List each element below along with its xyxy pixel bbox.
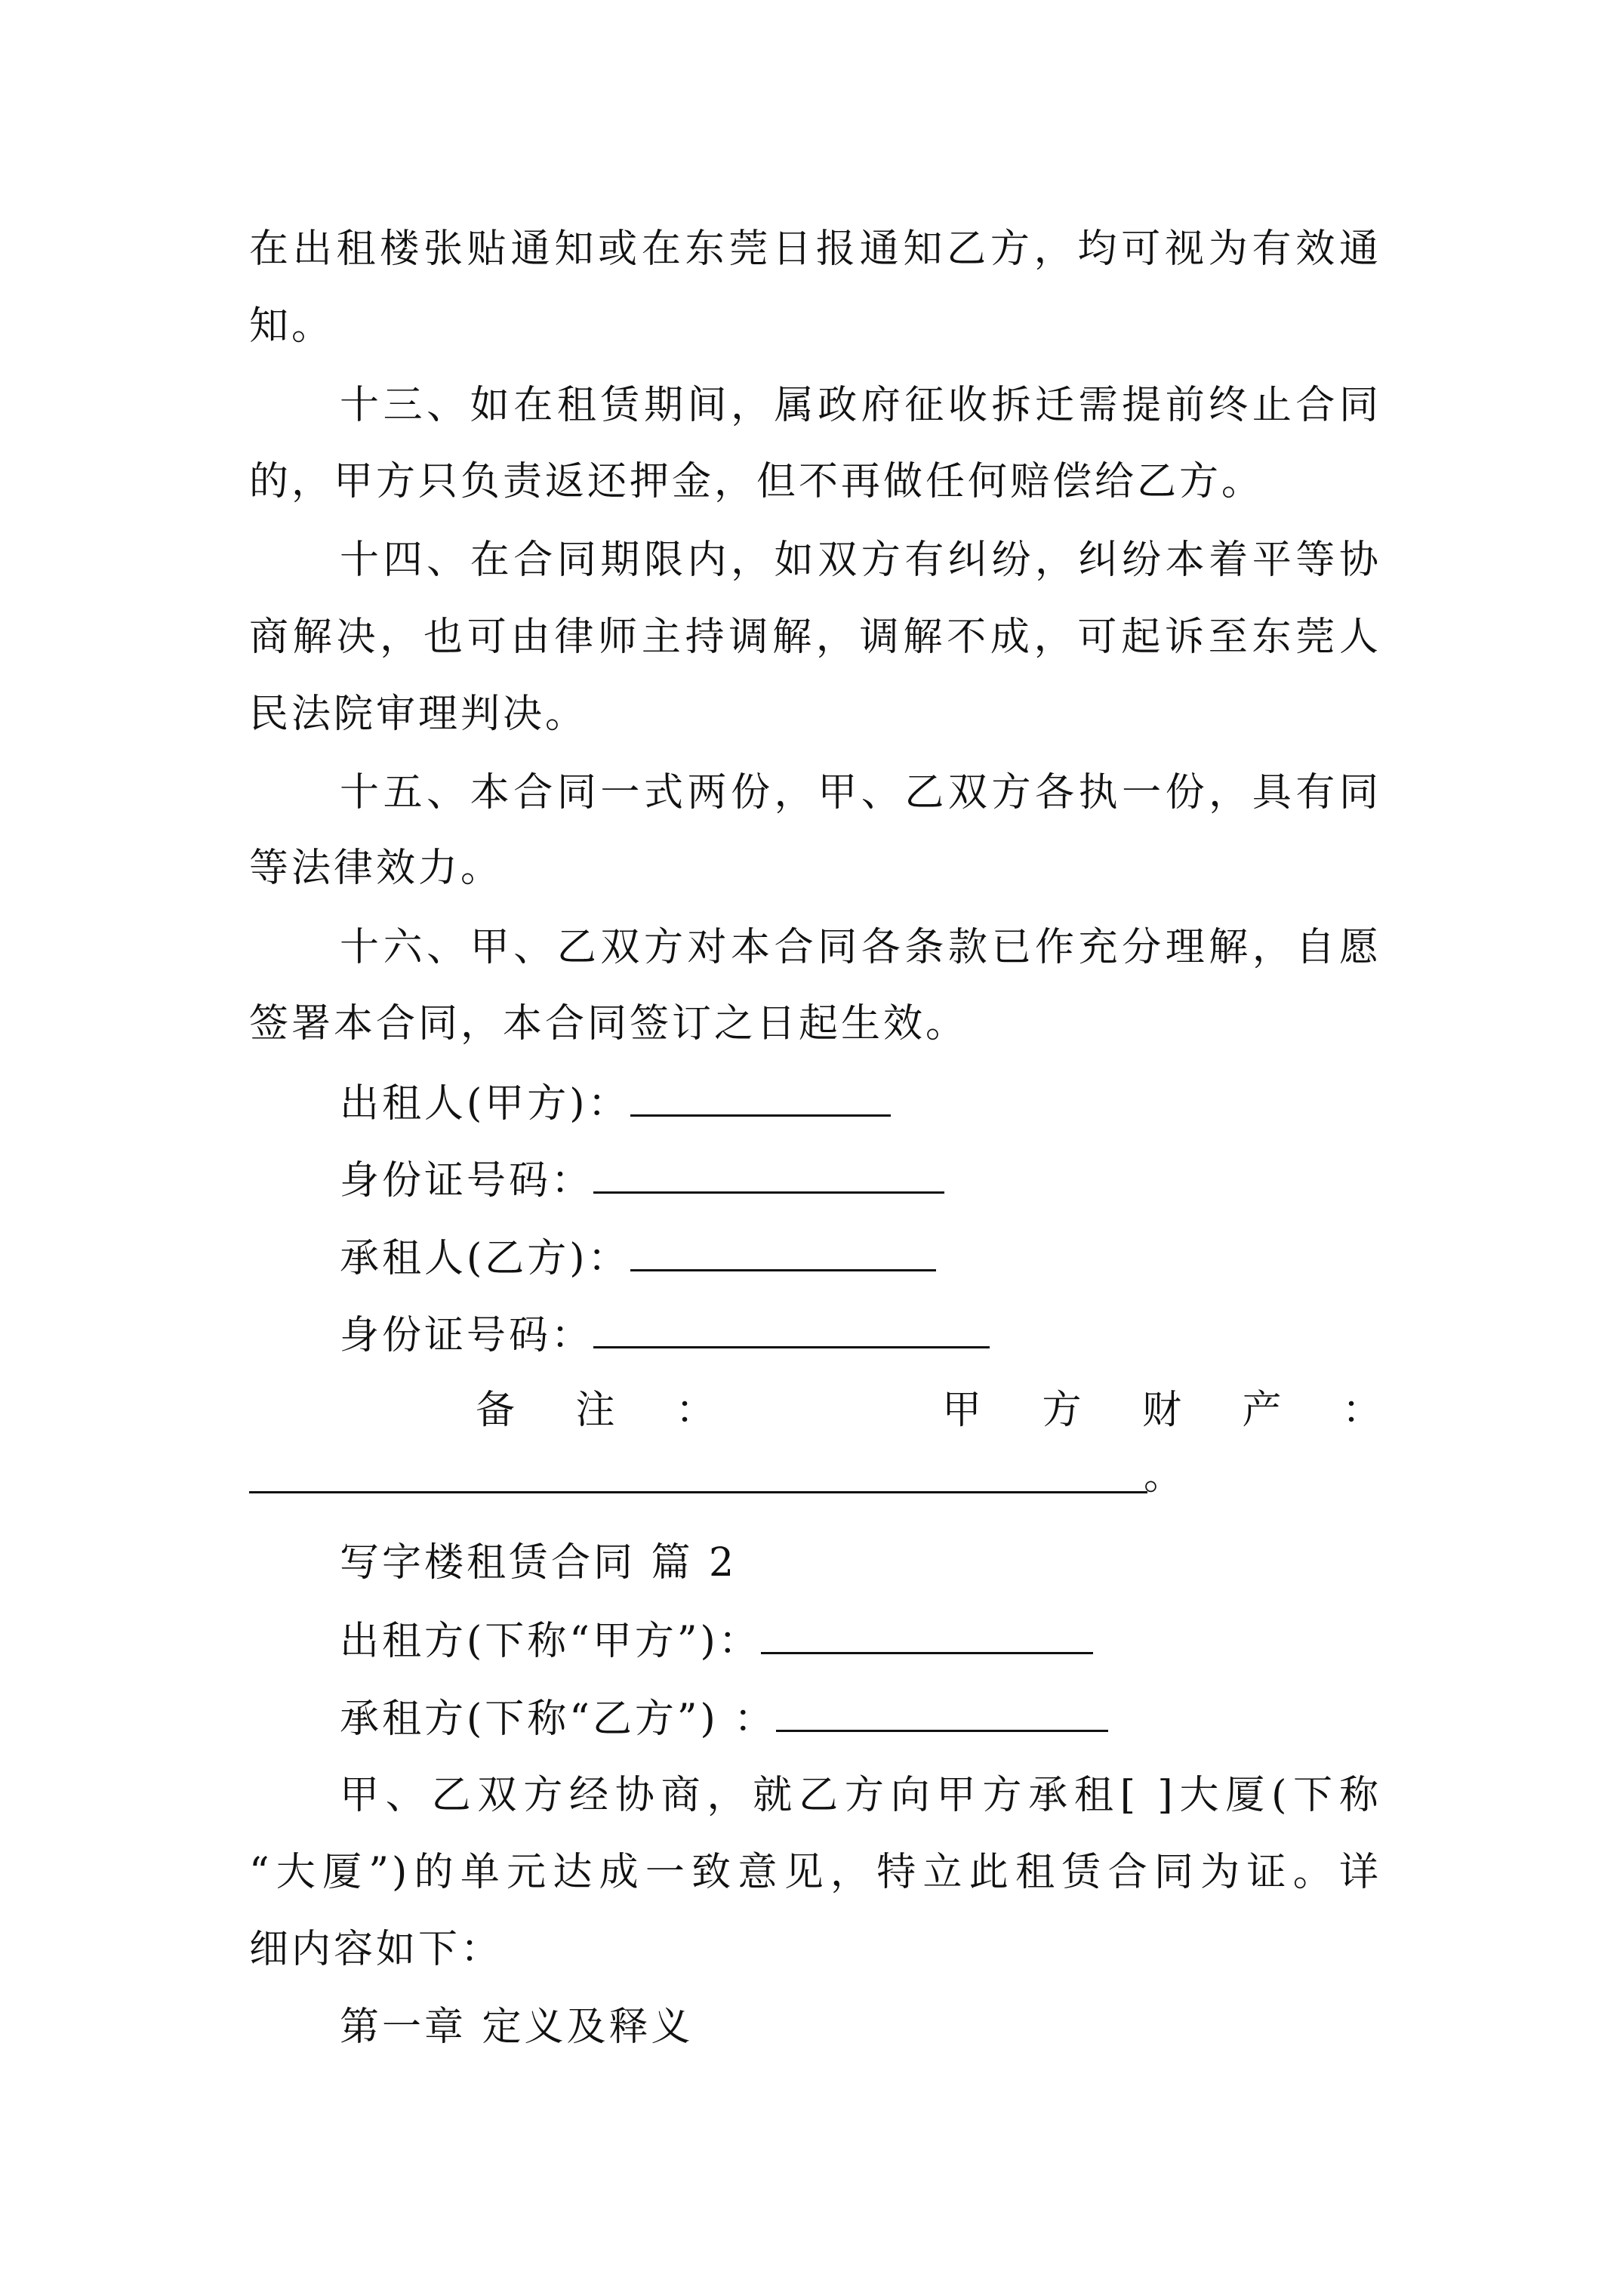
remark-colon: ： [676,1388,716,1433]
text-line: 在出租楼张贴通知或在东莞日报通知乙方，均可视为有效通 [249,227,1381,272]
contract2-lessor-label: 出租方(下称“甲方”)： [340,1619,761,1664]
text-line: 知。 [249,304,334,349]
clause-13-line: 十三、如在租赁期间，属政府征收拆迁需提前终止合同 [340,383,1381,428]
clause-16-line: 十六、甲、乙双方对本合同各条款已作充分理解，自愿 [340,925,1381,970]
clause-14-line: 十四、在合同期限内，如双方有纠纷，纠纷本着平等协 [340,538,1381,583]
contract2-para-line: 细内容如下： [249,1927,504,1972]
text-line: 商解决，也可由律师主持调解，调解不成，可起诉至东莞人 [249,615,1381,660]
contract2-lessor-blank-field[interactable] [761,1617,1093,1654]
remark-gap [776,1388,882,1433]
remark-blank-field[interactable] [249,1461,1147,1493]
remark-end-mark: 。 [1144,1453,1184,1499]
lessor-id-row [340,1157,1381,1202]
lessee-id-blank-field[interactable] [593,1311,990,1348]
remark-char: 甲 [941,1388,981,1433]
remark-char: 产 [1242,1388,1282,1433]
remark-colon: ： [1341,1388,1381,1433]
contract2-lessor-row [340,1617,1381,1663]
contract2-lessee-blank-field[interactable] [776,1695,1108,1732]
lessee-label: 承租人(乙方)： [340,1236,630,1281]
clause-15-line: 十五、本合同一式两份，甲、乙双方各执一份，具有同 [340,770,1381,815]
lessor-id-label: 身份证号码： [340,1158,594,1203]
lessee-blank-field[interactable] [630,1234,936,1271]
contract2-title: 写字楼租赁合同 篇 2 [340,1540,738,1586]
lessor-id-blank-field[interactable] [593,1157,944,1194]
contract2-para-line: 甲、乙双方经协商，就乙方向甲方承租[ ]大厦(下称 [340,1773,1381,1818]
lessee-id-row [340,1311,1381,1357]
contract2-lessee-label: 承租方(下称“乙方”) ： [340,1697,777,1742]
chapter-heading: 第一章 定义及释义 [340,2005,694,2050]
remark-char: 备 [476,1388,516,1433]
remark-char: 财 [1141,1388,1181,1433]
text-line: 等法律效力。 [249,846,504,891]
contract2-lessee-row [340,1695,1381,1740]
remark-row [476,1388,1381,1433]
text-line: 的，甲方只负责返还押金，但不再做任何赔偿给乙方。 [249,459,1264,504]
lessor-signature-row [340,1080,1381,1125]
lessor-label: 出租人(甲方)： [340,1081,630,1126]
lessee-signature-row [340,1234,1381,1280]
lessor-blank-field[interactable] [630,1080,891,1117]
text-line: 民法院审理判决。 [249,692,588,737]
remark-char: 注 [575,1388,615,1433]
contract2-para-line: “大厦”)的单元达成一致意见，特立此租赁合同为证。详 [249,1850,1381,1895]
lessee-id-label: 身份证号码： [340,1313,594,1358]
remark-char: 方 [1042,1388,1082,1433]
text-line: 签署本合同，本合同签订之日起生效。 [249,1001,969,1046]
